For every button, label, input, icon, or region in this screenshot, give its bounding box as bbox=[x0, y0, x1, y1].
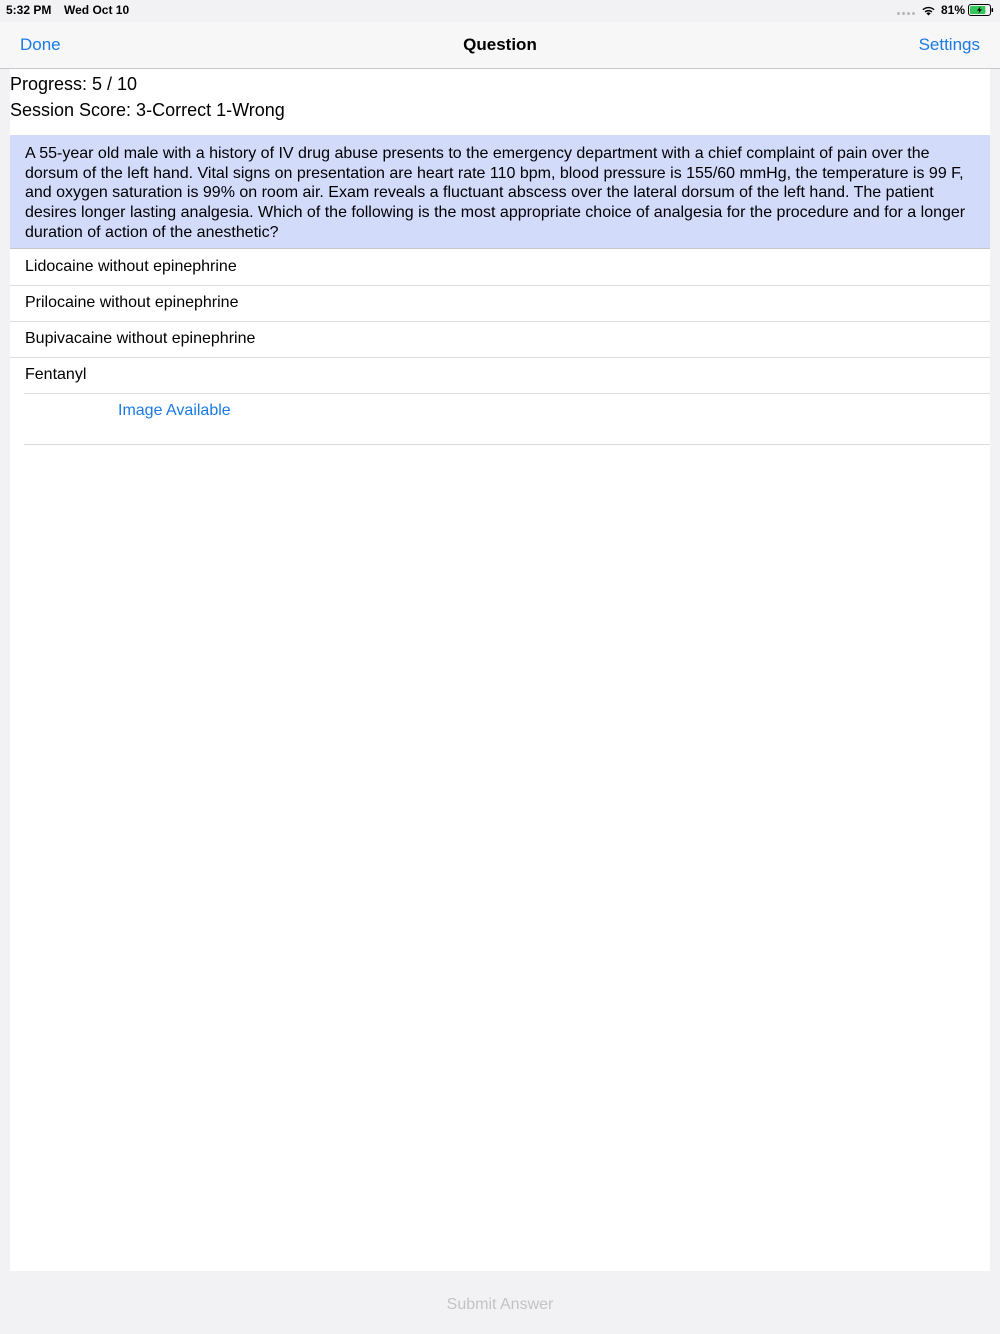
answer-option[interactable] bbox=[10, 250, 990, 286]
submit-answer-button[interactable]: Submit Answer bbox=[0, 1296, 1000, 1314]
session-score-label: Session Score: 3-Correct 1-Wrong bbox=[10, 100, 285, 120]
answer-label: Bupivacaine without epinephrine bbox=[25, 330, 256, 347]
answer-label: Lidocaine without epinephrine bbox=[25, 258, 237, 275]
done-button[interactable]: Done bbox=[20, 35, 61, 54]
settings-button[interactable]: Settings bbox=[918, 35, 980, 54]
question-text: A 55-year old male with a history of IV drug abuse presents to the emergency department with a chief complaint of pain over the dorsum of the left hand. Vital signs on presentation are heart rate 110 bpm, blood pressure is 155/60 mmHg, the temperature is 99 F, and oxygen saturation is 99% on room air. Exam reveals a fluctuant abscess over the lateral dorsum of the left hand. The patient desires longer lasting analgesia. Which of the following is the most appropriate choice of analgesia for the procedure and for a longer duration of action of the anesthetic? bbox=[25, 145, 966, 241]
status-bar bbox=[0, 0, 1000, 22]
answer-option[interactable] bbox=[10, 358, 990, 394]
battery-percent: 81% bbox=[940, 3, 965, 17]
page-title: Question bbox=[463, 35, 537, 54]
navigation-bar bbox=[0, 22, 1000, 69]
signal-dots-icon bbox=[897, 12, 915, 15]
answer-option[interactable] bbox=[10, 322, 990, 358]
answer-label: Fentanyl bbox=[25, 366, 87, 383]
status-time: 5:32 PM bbox=[6, 3, 52, 17]
answer-label: Prilocaine without epinephrine bbox=[25, 294, 239, 311]
answer-list bbox=[10, 250, 990, 394]
wifi-icon bbox=[921, 5, 936, 16]
question-panel bbox=[10, 69, 990, 1271]
status-date: Wed Oct 10 bbox=[64, 3, 130, 17]
image-row bbox=[24, 394, 990, 445]
answer-option[interactable] bbox=[10, 286, 990, 322]
status-indicators bbox=[897, 3, 994, 17]
battery-charging-icon bbox=[968, 4, 994, 16]
question-box bbox=[10, 135, 990, 249]
progress-label: Progress: 5 / 10 bbox=[10, 74, 138, 94]
image-available-link[interactable]: Image Available bbox=[118, 402, 231, 419]
